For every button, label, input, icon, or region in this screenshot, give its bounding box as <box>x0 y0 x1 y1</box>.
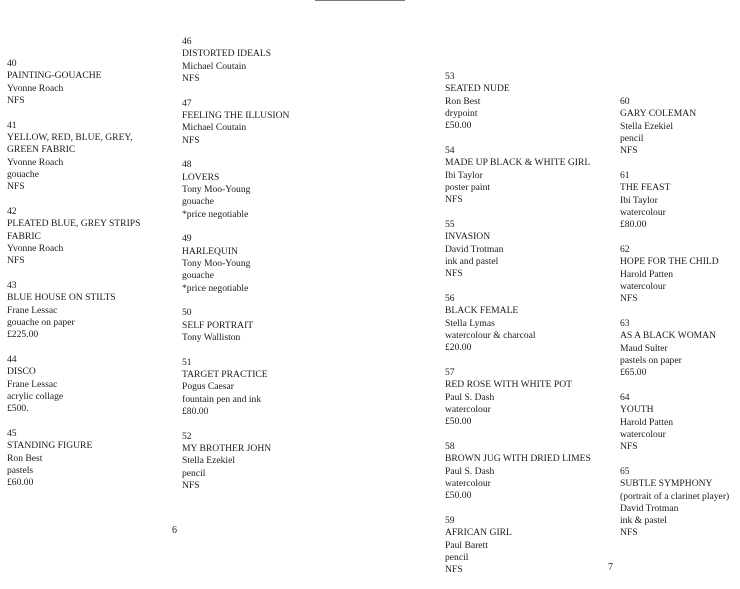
catalogue-entry <box>445 293 605 354</box>
entry-detail: £65.00 <box>620 367 647 379</box>
entry-detail: watercolour <box>445 477 491 489</box>
entry-number: 47 <box>182 97 192 109</box>
entry-detail: gouache on paper <box>7 316 75 328</box>
entry-detail: poster paint <box>445 181 491 193</box>
entry-number: 40 <box>7 58 17 69</box>
catalogue-entry <box>7 58 167 107</box>
entry-title: BLACK FEMALE <box>445 305 519 317</box>
entry-detail: David Trotman <box>445 243 504 255</box>
entry-title: YELLOW, RED, BLUE, GREY, <box>7 131 133 143</box>
entry-title: THE FEAST <box>620 182 671 194</box>
entry-detail: pastels on paper <box>620 354 682 366</box>
catalogue-entry <box>445 515 605 576</box>
catalogue-entry <box>7 428 167 489</box>
entry-detail: NFS <box>445 564 463 576</box>
entry-title: AS A BLACK WOMAN <box>620 330 717 342</box>
catalogue-entry <box>445 367 605 428</box>
entry-title: TARGET PRACTICE <box>182 369 268 381</box>
entry-detail: £225.00 <box>7 329 39 341</box>
entry-title: GARY COLEMAN <box>620 108 697 120</box>
entry-detail: FABRIC <box>7 230 41 242</box>
top-rule <box>315 0 405 1</box>
entry-number: 56 <box>445 292 455 304</box>
entry-detail: pencil <box>445 551 469 563</box>
entry-detail: gouache <box>182 270 214 282</box>
catalogue-entry <box>182 36 342 85</box>
entry-title: DISTORTED IDEALS <box>182 48 272 60</box>
entry-detail: Paul S. Dash <box>445 465 495 477</box>
entry-title: BLUE HOUSE ON STILTS <box>7 292 116 304</box>
page-number-right: 7 <box>608 562 613 573</box>
entry-detail: acrylic collage <box>7 390 64 402</box>
catalogue-column-3 <box>445 71 605 589</box>
entry-detail: pencil <box>620 132 644 144</box>
entry-detail: £80.00 <box>182 405 209 417</box>
entry-title: MADE UP BLACK & WHITE GIRL <box>445 157 591 169</box>
catalogue-entry <box>182 159 342 220</box>
entry-detail: NFS <box>620 145 638 157</box>
entry-detail: £500. <box>7 403 29 415</box>
entry-number: 44 <box>7 353 17 365</box>
catalogue-entry <box>445 145 605 206</box>
catalogue-entry <box>182 233 342 294</box>
entry-number: 62 <box>620 243 630 255</box>
entry-detail: NFS <box>182 134 200 146</box>
entry-detail: Yvonne Roach <box>7 82 64 94</box>
entry-detail: watercolour <box>620 280 666 292</box>
entry-title: BROWN JUG WITH DRIED LIMES <box>445 453 591 465</box>
entry-title: SEATED NUDE <box>445 83 510 95</box>
entry-number: 45 <box>7 427 17 439</box>
entry-detail: Yvonne Roach <box>7 156 64 168</box>
entry-number: 65 <box>620 465 630 477</box>
entry-detail: Stella Ezekiel <box>182 455 236 467</box>
entry-detail: Tony Walliston <box>182 331 241 343</box>
entry-detail: Ibi Taylor <box>445 169 483 181</box>
entry-title: STANDING FIGURE <box>7 440 93 452</box>
entry-number: 51 <box>182 356 192 368</box>
catalogue-entry <box>182 98 342 147</box>
entry-detail: NFS <box>445 194 463 206</box>
entry-number: 48 <box>182 159 192 171</box>
entry-detail: NFS <box>620 293 638 305</box>
entry-detail: Frane Lessac <box>7 378 58 390</box>
entry-number: 63 <box>620 317 630 329</box>
entry-number: 43 <box>7 279 17 291</box>
entry-detail: NFS <box>182 479 200 491</box>
entry-number: 55 <box>445 218 455 230</box>
entry-detail: Stella Ezekiel <box>620 120 674 132</box>
entry-detail: Ron Best <box>445 95 481 107</box>
entry-detail: watercolour <box>620 428 666 440</box>
catalogue-entry <box>620 170 740 231</box>
catalogue-entry <box>620 466 740 540</box>
entry-title: HOPE FOR THE CHILD <box>620 256 719 268</box>
entry-detail: ink & pastel <box>620 515 667 527</box>
entry-title: PLEATED BLUE, GREY STRIPS <box>7 218 141 230</box>
entry-detail: drypoint <box>445 107 478 119</box>
entry-title: FEELING THE ILLUSION <box>182 109 290 121</box>
entry-detail: Ibi Taylor <box>620 194 658 206</box>
entry-detail: £50.00 <box>445 490 472 502</box>
entry-number: 54 <box>445 144 455 156</box>
catalogue-entry <box>7 280 167 341</box>
entry-detail: Paul S. Dash <box>445 391 495 403</box>
entry-detail: ink and pastel <box>445 255 499 267</box>
entry-number: 59 <box>445 514 455 526</box>
entry-detail: Michael Coutain <box>182 60 247 72</box>
entry-detail: Paul Barett <box>445 539 488 551</box>
entry-title: PAINTING-GOUACHE <box>7 70 102 82</box>
entry-detail: NFS <box>620 441 638 453</box>
entry-number: 58 <box>445 440 455 452</box>
entry-detail: Ron Best <box>7 452 43 464</box>
entry-detail: Maud Sulter <box>620 342 668 354</box>
catalogue-entry <box>7 354 167 415</box>
entry-number: 46 <box>182 36 192 47</box>
catalogue-entry <box>182 431 342 492</box>
catalogue-entry <box>620 96 740 157</box>
entry-detail: Tony Moo-Young <box>182 257 251 269</box>
entry-title: SUBTLE SYMPHONY <box>620 478 713 490</box>
entry-title: RED ROSE WITH WHITE POT <box>445 379 573 391</box>
entry-detail: gouache <box>7 168 39 180</box>
entry-detail: Michael Coutain <box>182 122 247 134</box>
entry-detail: £60.00 <box>7 477 34 489</box>
entry-number: 64 <box>620 391 630 403</box>
entry-detail: NFS <box>445 268 463 280</box>
entry-detail: fountain pen and ink <box>182 393 262 405</box>
entry-detail: NFS <box>7 94 25 106</box>
entry-detail: Stella Lymas <box>445 317 495 329</box>
entry-detail: NFS <box>7 181 25 193</box>
entry-detail: watercolour <box>445 403 491 415</box>
catalogue-column-1 <box>7 58 167 502</box>
entry-title: INVASION <box>445 231 491 243</box>
entry-detail: Harold Patten <box>620 416 674 428</box>
catalogue-entry <box>620 318 740 379</box>
entry-detail: Pogus Caesar <box>182 381 234 393</box>
catalogue-entry <box>445 71 605 132</box>
entry-title: DISCO <box>7 366 36 378</box>
catalogue-entry <box>445 441 605 502</box>
catalogue-entry <box>182 307 342 344</box>
entry-detail: pastels <box>7 464 34 476</box>
catalogue-column-4 <box>620 96 740 552</box>
entry-number: 49 <box>182 233 192 245</box>
catalogue-entry <box>7 206 167 267</box>
entry-detail: £50.00 <box>445 416 472 428</box>
catalogue-entry <box>445 219 605 280</box>
catalogue-column-2 <box>182 36 342 505</box>
entry-number: 60 <box>620 96 630 107</box>
entry-detail: *price negotiable <box>182 208 249 220</box>
entry-detail: £80.00 <box>620 219 647 231</box>
entry-number: 61 <box>620 169 630 181</box>
entry-detail: gouache <box>182 196 214 208</box>
page-number-left: 6 <box>172 525 177 536</box>
entry-detail: watercolour & charcoal <box>445 329 536 341</box>
entry-number: 53 <box>445 71 455 82</box>
entry-detail: (portrait of a clarinet player) <box>620 490 730 502</box>
entry-number: 50 <box>182 307 192 319</box>
entry-detail: £50.00 <box>445 120 472 132</box>
entry-number: 52 <box>182 430 192 442</box>
entry-number: 57 <box>445 366 455 378</box>
entry-title: LOVERS <box>182 171 220 183</box>
entry-detail: NFS <box>7 255 25 267</box>
entry-number: 41 <box>7 119 17 131</box>
entry-number: 42 <box>7 205 17 217</box>
catalogue-entry <box>620 392 740 453</box>
entry-title: MY BROTHER JOHN <box>182 443 272 455</box>
entry-detail: pencil <box>182 467 206 479</box>
entry-title: HARLEQUIN <box>182 245 238 257</box>
catalogue-entry <box>620 244 740 305</box>
entry-detail: Tony Moo-Young <box>182 183 251 195</box>
entry-title: YOUTH <box>620 404 654 416</box>
entry-title: SELF PORTRAIT <box>182 319 254 331</box>
entry-detail: NFS <box>182 72 200 84</box>
entry-title: AFRICAN GIRL <box>445 527 512 539</box>
entry-detail: Harold Patten <box>620 268 674 280</box>
catalogue-entry <box>7 120 167 194</box>
entry-detail: Frane Lessac <box>7 304 58 316</box>
entry-detail: David Trotman <box>620 502 679 514</box>
entry-detail: Yvonne Roach <box>7 242 64 254</box>
entry-detail: watercolour <box>620 206 666 218</box>
entry-detail: NFS <box>620 527 638 539</box>
catalogue-entry <box>182 357 342 418</box>
entry-detail: £20.00 <box>445 342 472 354</box>
entry-detail: *price negotiable <box>182 282 249 294</box>
entry-detail: GREEN FABRIC <box>7 144 76 156</box>
